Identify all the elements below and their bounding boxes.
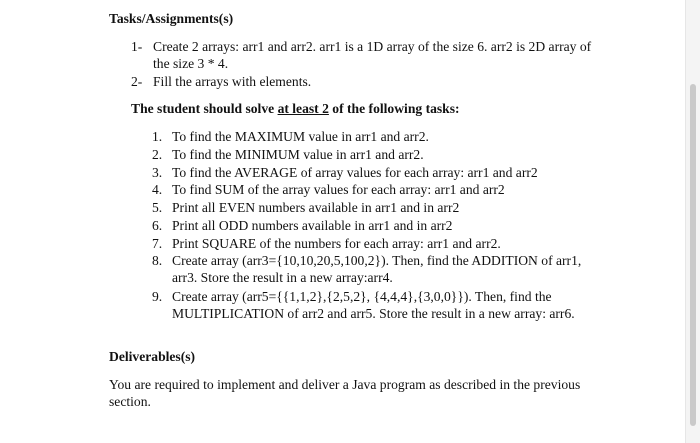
task-number: 8. [152, 253, 163, 268]
scrollbar-thumb[interactable] [690, 84, 696, 426]
step-text-line: the size 3 * 4. [153, 56, 229, 71]
step-text-line: Fill the arrays with elements. [153, 74, 312, 89]
task-number: 7. [152, 236, 163, 251]
step-number: 1- [131, 39, 143, 54]
task-text-line: Print SQUARE of the numbers for each array: arr1 and arr2. [172, 236, 501, 251]
task-text-line: Create array (arr5={{1,1,2},{2,5,2}, {4,4,4},{3,0,0}}). Then, find the [172, 289, 552, 304]
task-text-line: To find the MAXIMUM value in arr1 and arr2. [172, 129, 429, 144]
task-number: 9. [152, 289, 163, 304]
task-number: 2. [152, 147, 163, 162]
task-number: 1. [152, 129, 163, 144]
task-text-line: MULTIPLICATION of arr2 and arr5. Store the result in a new array: arr6. [172, 306, 575, 321]
task-text-line: Create array (arr3={10,10,20,5,100,2}). Then, find the ADDITION of arr1, [172, 253, 582, 268]
instruction-before: The student should solve [131, 101, 278, 116]
task-text-line: To find the MINIMUM value in arr1 and arr2. [172, 147, 424, 162]
task-text-line: Print all ODD numbers available in arr1 and in arr2 [172, 218, 453, 233]
step-number: 2- [131, 74, 143, 89]
deliverables-text-line: You are required to implement and deliver a Java program as described in the previous [109, 377, 581, 392]
deliverables-text-line: section. [109, 394, 151, 409]
task-text-line: arr3. Store the result in a new array:arr4. [172, 270, 393, 285]
deliverables-heading: Deliverables(s) [109, 349, 196, 364]
task-text-line: To find the AVERAGE of array values for each array: arr1 and arr2 [172, 165, 538, 180]
instruction-after: of the following tasks: [328, 101, 460, 116]
step-text-line: Create 2 arrays: arr1 and arr2. arr1 is a 1D array of the size 6. arr2 is 2D array of [153, 39, 592, 54]
tasks-heading: Tasks/Assignments(s) [109, 11, 234, 26]
instruction-emphasis: at least 2 [277, 101, 329, 116]
task-text-line: Print all EVEN numbers available in arr1 and in arr2 [172, 200, 460, 215]
task-number: 3. [152, 165, 163, 180]
vertical-scrollbar[interactable] [685, 0, 700, 443]
instruction-line [131, 100, 460, 117]
task-number: 6. [152, 218, 163, 233]
task-text-line: To find SUM of the array values for each array: arr1 and arr2 [172, 182, 505, 197]
task-number: 5. [152, 200, 163, 215]
task-number: 4. [152, 182, 163, 197]
